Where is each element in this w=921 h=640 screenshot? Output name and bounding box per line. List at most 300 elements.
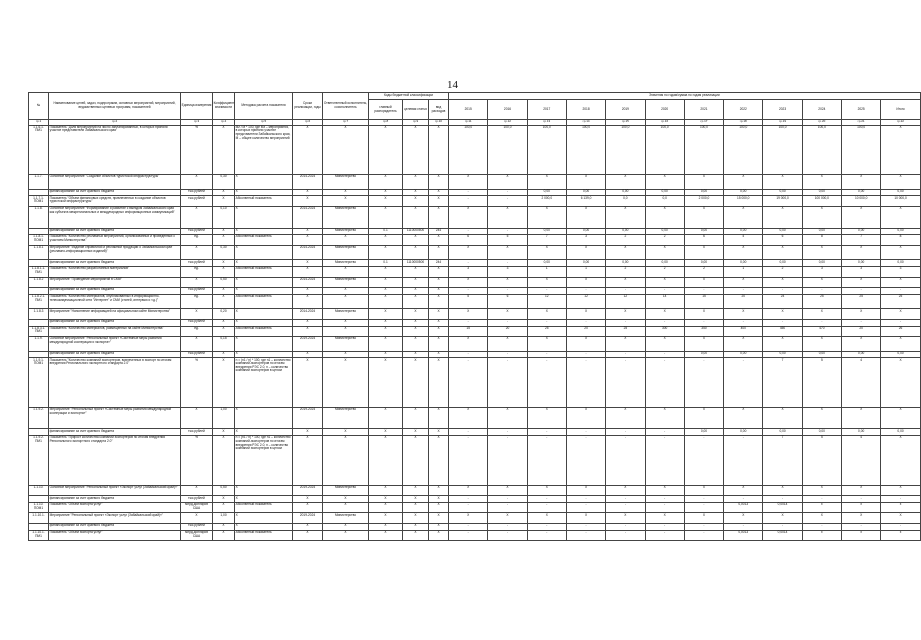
table-cell: X (293, 125, 323, 175)
table-cell: Х (181, 407, 213, 429)
table-cell: 2014-2024 (293, 277, 323, 288)
table-cell: 0,00 (763, 351, 802, 358)
table-row (29, 277, 921, 288)
table-cell: X (566, 337, 605, 352)
table-cell: - (566, 358, 605, 408)
table-cell: Х (181, 513, 213, 524)
table-cell: Х (369, 175, 403, 190)
table-cell: - (566, 288, 605, 295)
table-cell: Абсолютный показатель (235, 235, 293, 246)
table-cell: 100 000,0 (802, 196, 841, 207)
table-cell: X (645, 277, 684, 288)
column-number-cell: гр.11 (449, 120, 488, 126)
table-cell: тыс.рублей (181, 319, 213, 326)
table-cell: % (181, 436, 213, 486)
table-cell: Министерство (323, 513, 369, 524)
table-cell: 0,30 (213, 175, 235, 190)
table-cell: х (842, 502, 881, 513)
table-row (29, 319, 921, 326)
table-cell: X (403, 496, 429, 503)
table-cell: тыс.рублей (181, 288, 213, 295)
table-cell: X (763, 277, 802, 288)
table-cell: 0,00 (724, 189, 763, 196)
table-cell: 10 000,0 (881, 196, 920, 207)
row-code-cell: 1.1.8. (29, 206, 49, 228)
table-cell: Х (429, 309, 449, 320)
table-cell: Х (181, 245, 213, 260)
table-cell: 1 (527, 266, 566, 277)
table-cell: - (527, 502, 566, 513)
table-cell: Х (181, 485, 213, 496)
table-cell: 2 (645, 266, 684, 277)
table-cell: X (429, 189, 449, 196)
table-row (29, 189, 921, 196)
table-cell: X (724, 485, 763, 496)
table-cell: Х (369, 235, 403, 246)
table-cell: X (213, 189, 235, 196)
table-cell: - (527, 288, 566, 295)
table-cell: - (763, 524, 802, 531)
table-cell: 8 (881, 235, 920, 246)
table-cell: - (449, 429, 488, 436)
table-cell: 300 (645, 326, 684, 337)
table-cell: млрд.долларов США (181, 502, 213, 513)
row-name-cell: Показатель "Количество рекламных мероприятий, организованных и проведенных с участием Министерства" (49, 235, 181, 246)
table-cell: 25 (842, 294, 881, 309)
table-cell: 0,00 (802, 429, 841, 436)
table-cell: X (881, 436, 920, 486)
table-cell: - (449, 196, 488, 207)
table-cell: 0,0013 (724, 530, 763, 541)
table-cell: х (802, 530, 841, 541)
table-cell: 7 (527, 235, 566, 246)
table-cell: 0,00 (724, 351, 763, 358)
table-cell: X (449, 309, 488, 320)
table-cell: X (763, 309, 802, 320)
table-cell: 15 000,0 (724, 196, 763, 207)
table-cell: 0,00 (802, 228, 841, 235)
table-cell: 0,00 (881, 429, 920, 436)
table-cell: X (684, 407, 723, 429)
table-cell: - (881, 319, 920, 326)
table-cell: 0,30 (213, 245, 235, 260)
table-cell: X (369, 351, 403, 358)
program-indicators-table (28, 92, 921, 541)
table-cell: X (213, 502, 235, 513)
table-cell: 6 (684, 235, 723, 246)
table-cell: X (802, 206, 841, 228)
table-cell: 20 (566, 326, 605, 337)
table-cell: X (213, 496, 235, 503)
table-cell: X (293, 429, 323, 436)
table-cell: 100,0 (449, 125, 488, 175)
table-cell: 25 (881, 294, 920, 309)
table-cell: X (449, 277, 488, 288)
table-cell: - (645, 436, 684, 486)
table-cell: - (488, 436, 527, 486)
row-code-cell (29, 351, 49, 358)
table-cell: 0,00 (802, 351, 841, 358)
table-cell: X (881, 125, 920, 175)
table-cell: 100,0 (724, 125, 763, 175)
table-cell: 1,00 (213, 407, 235, 429)
table-cell: - (842, 524, 881, 531)
table-cell: X (566, 245, 605, 260)
table-cell: X (842, 309, 881, 320)
table-cell: X (323, 189, 369, 196)
table-cell: 20 (842, 326, 881, 337)
table-cell: X (293, 228, 323, 235)
table-cell: - (724, 524, 763, 531)
table-cell: X (235, 206, 293, 228)
table-cell: X (449, 485, 488, 496)
table-cell: X (606, 407, 645, 429)
table-cell: X (802, 175, 841, 190)
table-cell: 10 000,0 (842, 196, 881, 207)
table-cell: - (645, 530, 684, 541)
table-cell: - (488, 228, 527, 235)
row-code-cell: 1.1.10.1. (29, 513, 49, 524)
table-cell: 2 (684, 266, 723, 277)
table-cell: X (645, 175, 684, 190)
table-cell: X (449, 513, 488, 524)
table-cell: тыс.рублей (181, 196, 213, 207)
column-number-cell: гр.3 (181, 120, 213, 126)
column-number-cell: гр.2 (49, 120, 181, 126)
table-cell: X (369, 319, 403, 326)
table-cell: X (527, 277, 566, 288)
table-cell: X (293, 326, 323, 337)
header-year: 2015 (449, 100, 488, 120)
table-cell: X (488, 245, 527, 260)
row-name-cell: Показатель "Объем экспорта услуг" (49, 502, 181, 513)
row-name-cell: Показатель "Количество материалов, опубликованных в информационно-телекоммуникационной сети "Интернет" и СМИ (статей, интервью и т.д.)" (49, 294, 181, 309)
table-cell: X (213, 196, 235, 207)
table-cell: % (181, 358, 213, 408)
table-cell: 100,0 (488, 125, 527, 175)
header-year: 2025 (842, 100, 881, 120)
table-cell: Министерство (323, 245, 369, 260)
table-row (29, 407, 921, 429)
table-cell: 19 000,0 (763, 196, 802, 207)
row-name-cell: финансирование за счет краевого бюджета (49, 319, 181, 326)
table-cell: X (369, 288, 403, 295)
column-number-cell: гр.22 (881, 120, 920, 126)
table-cell: 2 (645, 235, 684, 246)
table-cell: X (645, 245, 684, 260)
table-cell: - (606, 358, 645, 408)
table-cell: 0,00 (606, 189, 645, 196)
table-row (29, 326, 921, 337)
table-cell: - (488, 189, 527, 196)
table-cell: 1110000500 (403, 260, 429, 267)
table-cell: - (842, 288, 881, 295)
table-cell: тыс.рублей (181, 260, 213, 267)
table-cell: X (881, 407, 920, 429)
header-period: Сроки реализации, годы (293, 93, 323, 120)
table-cell: Абсолютный показатель (235, 326, 293, 337)
table-cell: X (606, 175, 645, 190)
table-cell: 470 (802, 326, 841, 337)
table-cell: X (235, 245, 293, 260)
table-cell: Х (403, 294, 429, 309)
table-cell: - (724, 436, 763, 486)
table-cell: - (566, 429, 605, 436)
column-number-cell: гр.7 (323, 120, 369, 126)
table-cell: X (488, 513, 527, 524)
table-cell: X (566, 407, 605, 429)
table-cell: 0,00 (881, 189, 920, 196)
table-cell: - (566, 496, 605, 503)
table-row (29, 294, 921, 309)
table-cell: 2 000,0 (527, 196, 566, 207)
table-cell: 6 (488, 294, 527, 309)
table-cell: 0,0013 (724, 502, 763, 513)
table-cell: - (488, 319, 527, 326)
table-cell: Х (429, 502, 449, 513)
table-cell: X (235, 524, 293, 531)
table-cell: X (684, 175, 723, 190)
table-cell: - (566, 530, 605, 541)
row-code-cell: 1.1.9.1. ПОМ1 (29, 358, 49, 408)
header-year: 2021 (684, 100, 723, 120)
table-cell: Х (429, 266, 449, 277)
table-cell: 1,00 (213, 513, 235, 524)
table-cell: X (881, 513, 920, 524)
table-cell: 0,0014 (763, 530, 802, 541)
table-cell: - (449, 502, 488, 513)
table-cell: X (323, 524, 369, 531)
table-cell: X (645, 206, 684, 228)
table-cell: Х (403, 337, 429, 352)
table-cell: 0,00 (645, 260, 684, 267)
table-cell: тыс.рублей (181, 429, 213, 436)
table-cell: X (842, 175, 881, 190)
table-cell: 4 (842, 358, 881, 408)
column-number-cell: гр.6 (293, 120, 323, 126)
table-cell: Мz / М * 100, где Мz – мероприятия, в которых приняли участие представители Забайкальского края, М – общее количество мероприятий (235, 125, 293, 175)
table-cell: Абсолютный показатель (235, 266, 293, 277)
table-cell: - (802, 524, 841, 531)
table-cell: X (293, 524, 323, 531)
table-cell: - (449, 496, 488, 503)
table-row (29, 337, 921, 352)
row-code-cell: 1.1.8.1.1. ПМ1 (29, 266, 49, 277)
table-cell: X (429, 125, 449, 175)
table-cell: 2019-2024 (293, 407, 323, 429)
table-cell: 0,00 (763, 228, 802, 235)
table-cell: X (235, 513, 293, 524)
table-cell: - (763, 288, 802, 295)
table-cell: - (527, 524, 566, 531)
table-cell: Министерство (323, 337, 369, 352)
table-cell: X (293, 358, 323, 408)
table-cell: 1 (566, 266, 605, 277)
table-cell: 400 (724, 326, 763, 337)
row-code-cell: 1.1.9.2. (29, 407, 49, 429)
table-cell: Х (429, 206, 449, 228)
table-cell: X (213, 358, 235, 408)
row-name-cell: Основное мероприятие "Региональный проект «Экспорт услуг (Забайкальский край)»" (49, 485, 181, 496)
table-cell: х (802, 502, 841, 513)
table-cell: Министерство (323, 228, 369, 235)
table-cell: 350 (684, 326, 723, 337)
table-cell: X (429, 524, 449, 531)
table-cell: - (881, 288, 920, 295)
table-cell: X (566, 206, 605, 228)
table-cell: X (842, 206, 881, 228)
row-name-cell: финансирование за счет краевого бюджета (49, 260, 181, 267)
table-cell: X (293, 436, 323, 486)
table-cell: 0,00 (802, 260, 841, 267)
table-cell: Х (181, 277, 213, 288)
table-cell: X (213, 530, 235, 541)
table-cell: 0,00 (724, 260, 763, 267)
table-cell: - (527, 530, 566, 541)
table-cell: 8 (802, 235, 841, 246)
table-cell: X (293, 351, 323, 358)
header-total: Итого (881, 100, 920, 120)
table-cell: Х (429, 407, 449, 429)
table-cell: X (684, 485, 723, 496)
table-cell: 6 (449, 235, 488, 246)
table-cell: 2 (606, 235, 645, 246)
table-cell: 25 (802, 294, 841, 309)
table-cell: 20 (724, 294, 763, 309)
table-cell: X (213, 319, 235, 326)
row-code-cell: 1.1.10. (29, 485, 49, 496)
table-cell: - (724, 319, 763, 326)
table-cell: X (403, 189, 429, 196)
table-cell: - (488, 502, 527, 513)
table-cell: тыс.рублей (181, 351, 213, 358)
table-cell: - (449, 530, 488, 541)
table-cell: X (802, 309, 841, 320)
table-cell: 244 (429, 228, 449, 235)
table-cell: 3 (566, 235, 605, 246)
header-weight: Коэффициент значимости (213, 93, 235, 120)
table-cell: Х (403, 235, 429, 246)
table-cell: X (566, 277, 605, 288)
table-cell: X (323, 496, 369, 503)
table-cell: Х (369, 245, 403, 260)
table-cell: X (724, 245, 763, 260)
table-cell: - (449, 524, 488, 531)
table-cell: - (842, 319, 881, 326)
table-cell: X (213, 288, 235, 295)
table-cell: X (645, 513, 684, 524)
header-name: Наименование целей, задач, подпрограмм, основных мероприятий, мероприятий, ведомственных целевых программ, показателей (49, 93, 181, 120)
table-cell: - (606, 436, 645, 486)
table-cell: 100,0 (842, 125, 881, 175)
table-cell: Министерство (323, 309, 369, 320)
table-cell: - (645, 351, 684, 358)
table-cell: 15 (449, 326, 488, 337)
table-cell: Министерство (323, 277, 369, 288)
table-cell: Х (369, 530, 403, 541)
table-cell: Х (403, 266, 429, 277)
table-cell: X (763, 337, 802, 352)
table-cell: 0,15 (213, 337, 235, 352)
table-cell: X (842, 277, 881, 288)
table-cell: 0,00 (684, 429, 723, 436)
table-cell: 4 (842, 436, 881, 486)
table-cell: тыс.рублей (181, 496, 213, 503)
table-cell: - (488, 524, 527, 531)
table-cell: - (724, 496, 763, 503)
column-number-cell: гр.18 (724, 120, 763, 126)
table-cell: 0,00 (606, 260, 645, 267)
table-cell: 0,0014 (763, 502, 802, 513)
table-cell: X (293, 288, 323, 295)
table-cell: X (802, 407, 841, 429)
table-cell: X (763, 206, 802, 228)
table-cell: - (488, 530, 527, 541)
table-cell: 0,00 (881, 351, 920, 358)
table-cell: Х (403, 530, 429, 541)
table-body (29, 125, 921, 541)
table-cell: X (527, 513, 566, 524)
column-number-cell: гр.16 (645, 120, 684, 126)
table-cell: Х (429, 358, 449, 408)
table-cell: 0,00 (684, 351, 723, 358)
table-cell: X (293, 502, 323, 513)
table-cell: X (213, 260, 235, 267)
table-cell: - (488, 351, 527, 358)
table-cell: X (724, 206, 763, 228)
table-cell: - (645, 319, 684, 326)
table-cell: Х (181, 337, 213, 352)
table-cell: - (449, 436, 488, 486)
table-cell: X (323, 235, 369, 246)
table-cell: Х (429, 245, 449, 260)
table-cell: X (323, 196, 369, 207)
table-cell: 0,00 (606, 228, 645, 235)
table-cell: - (488, 358, 527, 408)
column-number-cell: гр.15 (606, 120, 645, 126)
table-cell: 25 (527, 326, 566, 337)
table-cell: ед. (181, 235, 213, 246)
table-cell: 0,00 (645, 228, 684, 235)
row-code-cell (29, 319, 49, 326)
table-cell: X (403, 351, 429, 358)
table-cell: 2019-2024 (293, 513, 323, 524)
table-cell: 0,10 (213, 206, 235, 228)
table-cell: 5 (488, 235, 527, 246)
table-cell: - (566, 436, 605, 486)
table-cell: X (213, 326, 235, 337)
table-cell: Абсолютный показатель (235, 530, 293, 541)
column-number-cell: гр.20 (802, 120, 841, 126)
table-cell: 2014-2024 (293, 206, 323, 228)
table-cell: X (645, 407, 684, 429)
table-cell: 100,0 (645, 125, 684, 175)
table-cell: - (488, 429, 527, 436)
table-cell: X (235, 337, 293, 352)
table-cell: % (181, 125, 213, 175)
table-cell: Х (429, 196, 449, 207)
row-name-cell: финансирование за счет краевого бюджета (49, 228, 181, 235)
table-cell: Х (429, 530, 449, 541)
table-row (29, 288, 921, 295)
table-cell: X (881, 277, 920, 288)
table-cell: Абсолютный показатель (235, 196, 293, 207)
table-row (29, 351, 921, 358)
table-cell: 3 (881, 266, 920, 277)
table-cell: X (235, 228, 293, 235)
row-name-cell: Мероприятие "Региональный проект «Экспорт услуг (Забайкальский край)»" (49, 513, 181, 524)
table-cell: - (684, 496, 723, 503)
